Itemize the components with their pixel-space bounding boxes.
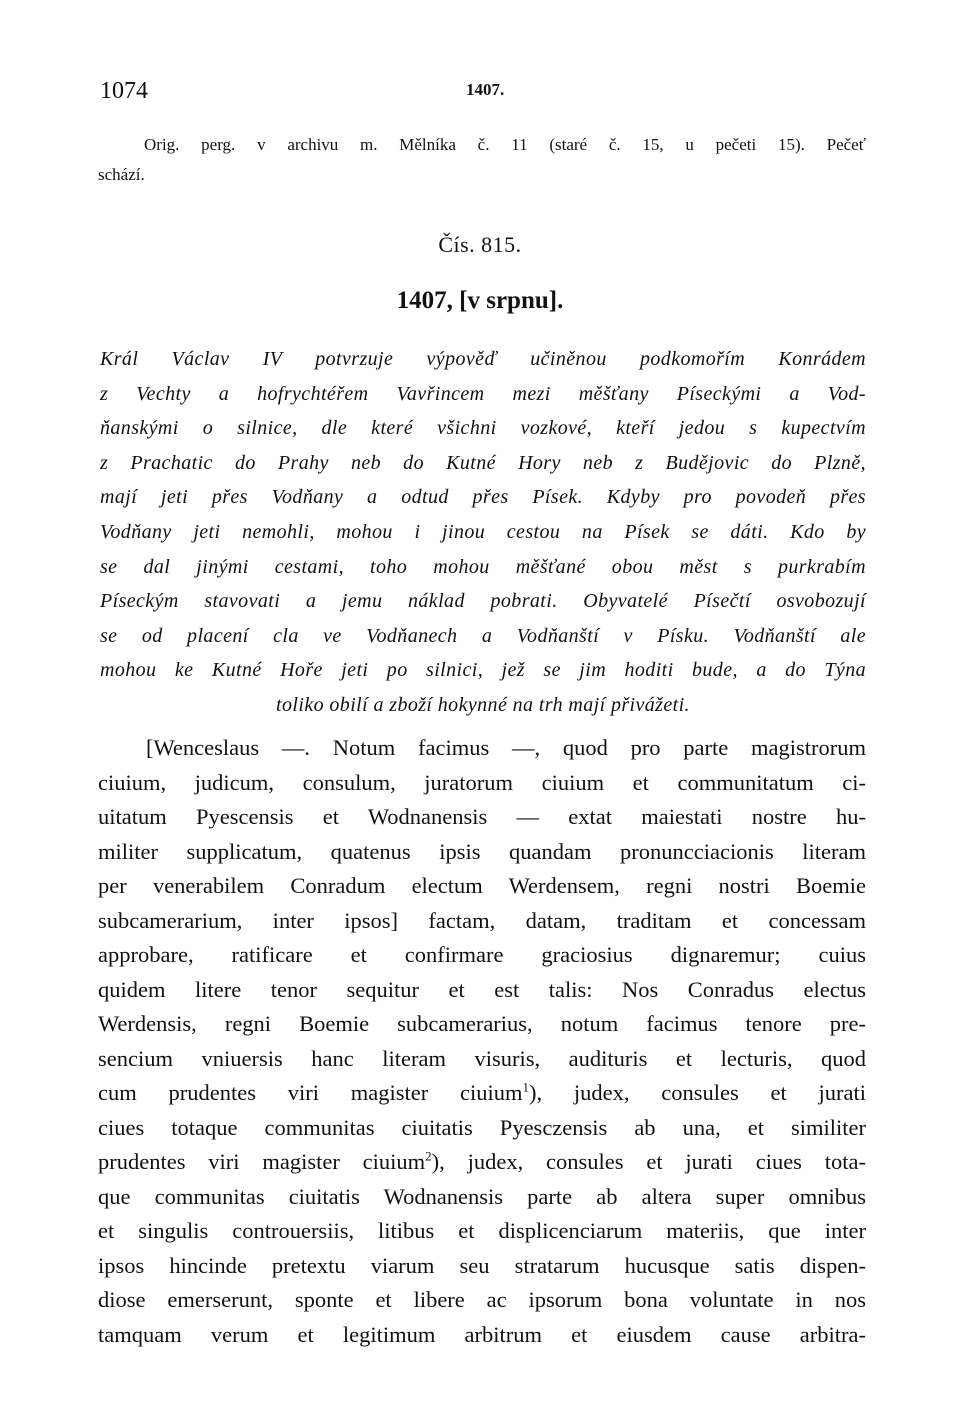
provenance-line: schází. — [98, 165, 145, 184]
regest-line: Píseckým stavovati a jemu náklad pobrati. Obyvatelé Písečtí osvobozují — [100, 590, 866, 613]
footnote-mark: 1 — [522, 1079, 529, 1095]
page-number: 1074 — [100, 78, 148, 104]
latin-line: militer supplicatum, quatenus ipsis quandam pronuncciacionis literam — [98, 838, 866, 864]
document-date: 1407, [v srpnu]. — [396, 287, 564, 314]
regest-line: toliko obilí a zboží hokynné na trh mají přivážeti. — [276, 693, 690, 716]
latin-line — [98, 1145, 866, 1180]
regest-line: Král Václav IV potvrzuje výpověď učiněnou podkomořím Konrádem — [100, 348, 866, 370]
document-number: Čís. 815. — [438, 232, 522, 257]
latin-charter-text — [98, 731, 866, 1352]
regest-line: mají jeti přes Vodňany a odtud přes Písek. Kdyby pro povodeň přes — [100, 486, 866, 509]
latin-line: subcamerarium, inter ipsos] factam, datam, traditam et concessam — [98, 907, 866, 933]
latin-line: diose emerserunt, sponte et libere ac ipsorum bona voluntate in nos — [98, 1287, 866, 1312]
latin-line-text: ), judex, consules et jurati ciues tota- — [431, 1149, 866, 1174]
provenance-line: Orig. perg. v archivu m. Mělníka č. 11 (staré č. 15, u pečeti 15). Pečeť — [144, 135, 866, 154]
latin-line: et singulis controuersiis, litibus et displicenciarum materiis, que inter — [98, 1218, 866, 1243]
provenance-note — [98, 130, 866, 190]
regest-line: mohou ke Kutné Hoře jeti po silnici, jež se jim hoditi bude, a do Týna — [100, 659, 866, 682]
regest-line: se od placení cla ve Vodňanech a Vodňanští v Písku. Vodňanští ale — [100, 624, 866, 647]
latin-line-text: prudentes viri magister ciuium — [98, 1149, 426, 1174]
latin-line: Werdensis, regni Boemie subcamerarius, notum facimus tenore pre- — [98, 1011, 866, 1036]
latin-line: sencium vniuersis hanc literam visuris, audituris et lecturis, quod — [98, 1045, 866, 1071]
latin-line: que communitas ciuitatis Wodnanensis parte ab altera super omnibus — [98, 1183, 866, 1209]
regest-line: Vodňany jeti nemohli, mohou i jinou cestou na Písek se dáti. Kdo by — [100, 520, 866, 543]
regest-line: z Prachatic do Prahy neb do Kutné Hory neb z Budějovic do Plzně, — [100, 451, 866, 474]
latin-line: approbare, ratificare et confirmare graciosius dignaremur; cuius — [98, 942, 866, 967]
latin-line: ipsos hincinde pretextu viarum seu stratarum hucusque satis dispen- — [98, 1252, 866, 1278]
latin-line: uitatum Pyescensis et Wodnanensis — extat maiestati nostre hu- — [98, 804, 866, 829]
latin-line-text: ), judex, consules et jurati — [528, 1080, 866, 1105]
latin-line: ciues totaque communitas ciuitatis Pyesczensis ab una, et similiter — [98, 1114, 866, 1140]
footnote-mark: 2 — [425, 1148, 432, 1164]
latin-line-text: cum prudentes viri magister ciuium — [98, 1080, 523, 1105]
latin-line: quidem litere tenor sequitur et est talis: Nos Conradus electus — [98, 976, 866, 1002]
latin-line: per venerabilem Conradum electum Werdensem, regni nostri Boemie — [98, 873, 866, 898]
latin-line — [98, 1076, 866, 1111]
latin-line: [Wenceslaus —. Notum facimus —, quod pro parte magistrorum — [146, 735, 866, 760]
running-header — [0, 70, 960, 110]
running-head-year: 1407. — [466, 80, 505, 99]
czech-regest — [100, 342, 866, 723]
regest-line: se dal jinými cestami, toho mohou měšťané obou měst s purkrabím — [100, 555, 866, 578]
regest-line: ňanskými o silnice, dle které všichni vozkové, kteří jedou s kupectvím — [100, 417, 866, 440]
latin-line: ciuium, judicum, consulum, juratorum ciuium et communitatum ci- — [98, 769, 866, 795]
regest-line: z Vechty a hofrychtéřem Vavřincem mezi měšťany Píseckými a Vod- — [100, 382, 866, 405]
latin-line: tamquam verum et legitimum arbitrum et eiusdem cause arbitra- — [98, 1321, 866, 1347]
